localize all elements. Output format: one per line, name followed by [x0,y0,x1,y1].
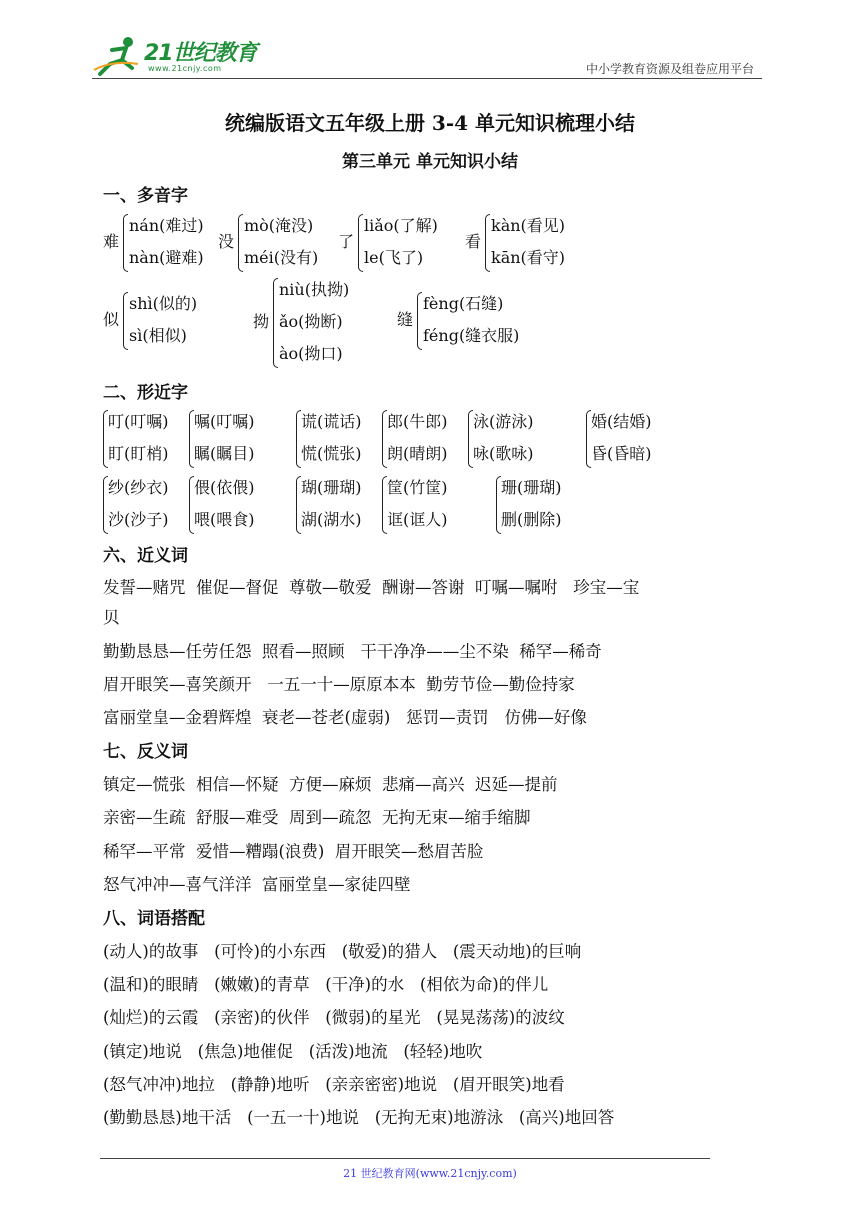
similar-char: 朗(晴朗) [387,444,448,463]
synonym-line: 勤勤恳恳—任劳任怨 照看—照顾 干干净净——尘不染 稀罕—稀奇 [103,642,602,661]
polyphone-item: sì(相似) [129,326,187,345]
polyphone-item: shì(似的) [129,294,198,313]
similar-char: 叮(叮嘱) [108,412,169,431]
collocation-line: (灿烂)的云霞 (亲密)的伙伴 (微弱)的星光 (晃晃荡荡)的波纹 [103,1008,565,1027]
page-title: 统编版语文五年级上册 3-4 单元知识梳理小结 [224,111,636,135]
runner-logo-icon [92,34,142,78]
similar-char: 谎(谎话) [301,412,362,431]
similar-char: 嘱(叮嘱) [194,412,255,431]
polyphone-item: méi(没有) [244,248,319,267]
polyphone-item: nàn(避难) [129,248,204,267]
polyphone-char: 看 [465,232,482,251]
polyphone-item: le(飞了) [364,248,424,267]
polyphone-char: 拗 [253,312,270,331]
synonym-line: 富丽堂皇—金碧辉煌 衰老—苍老(虚弱) 惩罚—责罚 仿佛—好像 [103,708,587,727]
antonym-line: 亲密—生疏 舒服—难受 周到—疏忽 无拘无束—缩手缩脚 [103,808,531,827]
brace [123,214,128,272]
similar-char: 慌(慌张) [301,444,362,463]
polyphone-char: 没 [218,232,235,251]
antonym-line: 稀罕—平常 爱惜—糟蹋(浪费) 眉开眼笑—愁眉苦脸 [103,842,484,861]
polyphone-item: liǎo(了解) [364,216,438,235]
similar-char: 咏(歌咏) [473,444,534,463]
brace [358,214,363,272]
similar-char: 纱(纱衣) [108,478,169,497]
polyphone-item: fèng(石缝) [423,294,504,313]
similar-char: 婚(结婚) [591,412,652,431]
section-heading-synonyms: 六、近义词 [103,546,188,566]
brace [238,214,243,272]
similar-char: 沙(沙子) [108,510,169,529]
section-heading-collocations: 八、词语搭配 [103,909,205,929]
polyphone-item: kān(看守) [491,248,566,267]
similar-char: 盯(盯梢) [108,444,169,463]
section-heading-polyphones: 一、多音字 [103,186,188,206]
logo-url: www.21cnjy.com [148,64,222,73]
similar-char: 瞩(瞩目) [194,444,255,463]
page-header [92,28,762,78]
collocation-line: (怒气冲冲)地拉 (静静)地听 (亲亲密密)地说 (眉开眼笑)地看 [103,1075,565,1094]
polyphone-item: ǎo(拗断) [279,312,343,331]
header-platform-text: 中小学教育资源及组卷应用平台 [585,62,754,76]
collocation-line: (温和)的眼睛 (嫩嫩)的青草 (干净)的水 (相依为命)的伴儿 [103,975,549,994]
brace [485,214,490,272]
collocation-line: (动人)的故事 (可怜)的小东西 (敬爱)的猎人 (震天动地)的巨响 [103,942,582,961]
footer-link[interactable]: 21 世纪教育网(www.21cnjy.com) [343,1167,517,1180]
similar-char: 喂(喂食) [194,510,255,529]
brace [417,292,422,350]
synonym-line: 眉开眼笑—喜笑颜开 一五一十—原原本本 勤劳节俭—勤俭持家 [103,675,575,694]
similar-char: 珊(珊瑚) [501,478,562,497]
polyphone-char: 难 [103,232,120,251]
logo-text: 21世纪教育 [144,41,257,66]
polyphone-item: nán(难过) [129,216,204,235]
similar-char: 郎(牛郎) [387,412,448,431]
brace [123,292,128,350]
similar-char: 湖(湖水) [301,510,362,529]
collocation-line: (镇定)地说 (焦急)地催促 (活泼)地流 (轻轻)地吹 [103,1042,483,1061]
polyphone-item: féng(缝衣服) [423,326,520,345]
polyphone-char: 似 [103,310,120,329]
brace [273,278,278,368]
similar-char: 偎(依偎) [194,478,255,497]
polyphone-char: 了 [338,232,355,251]
collocation-line: (勤勤恳恳)地干活 (一五一十)地说 (无拘无束)地游泳 (高兴)地回答 [103,1108,615,1127]
footer-divider [100,1158,710,1159]
similar-char: 泳(游泳) [473,412,534,431]
similar-char: 瑚(珊瑚) [301,478,362,497]
antonym-line: 怒气冲冲—喜气洋洋 富丽堂皇—家徒四壁 [103,875,411,894]
similar-char: 删(删除) [501,510,562,529]
synonym-line: 发誓—赌咒 催促—督促 尊敬—敬爱 酬谢—答谢 叮嘱—嘱咐 珍宝—宝 [103,578,640,597]
synonym-line: 贝 [103,608,120,627]
polyphone-item: mò(淹没) [244,216,314,235]
section-heading-similar-chars: 二、形近字 [103,383,188,403]
page-subtitle: 第三单元 单元知识小结 [342,152,518,172]
polyphone-item: ào(拗口) [279,344,343,363]
header-divider [92,78,762,79]
similar-char: 昏(昏暗) [591,444,652,463]
similar-char: 诓(诓人) [387,510,448,529]
similar-char: 筐(竹筐) [387,478,448,497]
antonym-line: 镇定—慌张 相信—怀疑 方便—麻烦 悲痛—高兴 迟延—提前 [103,775,558,794]
section-heading-antonyms: 七、反义词 [103,742,188,762]
polyphone-item: kàn(看见) [491,216,566,235]
site-logo[interactable] [92,34,262,78]
polyphone-item: niù(执拗) [279,280,350,299]
polyphone-char: 缝 [397,310,414,329]
